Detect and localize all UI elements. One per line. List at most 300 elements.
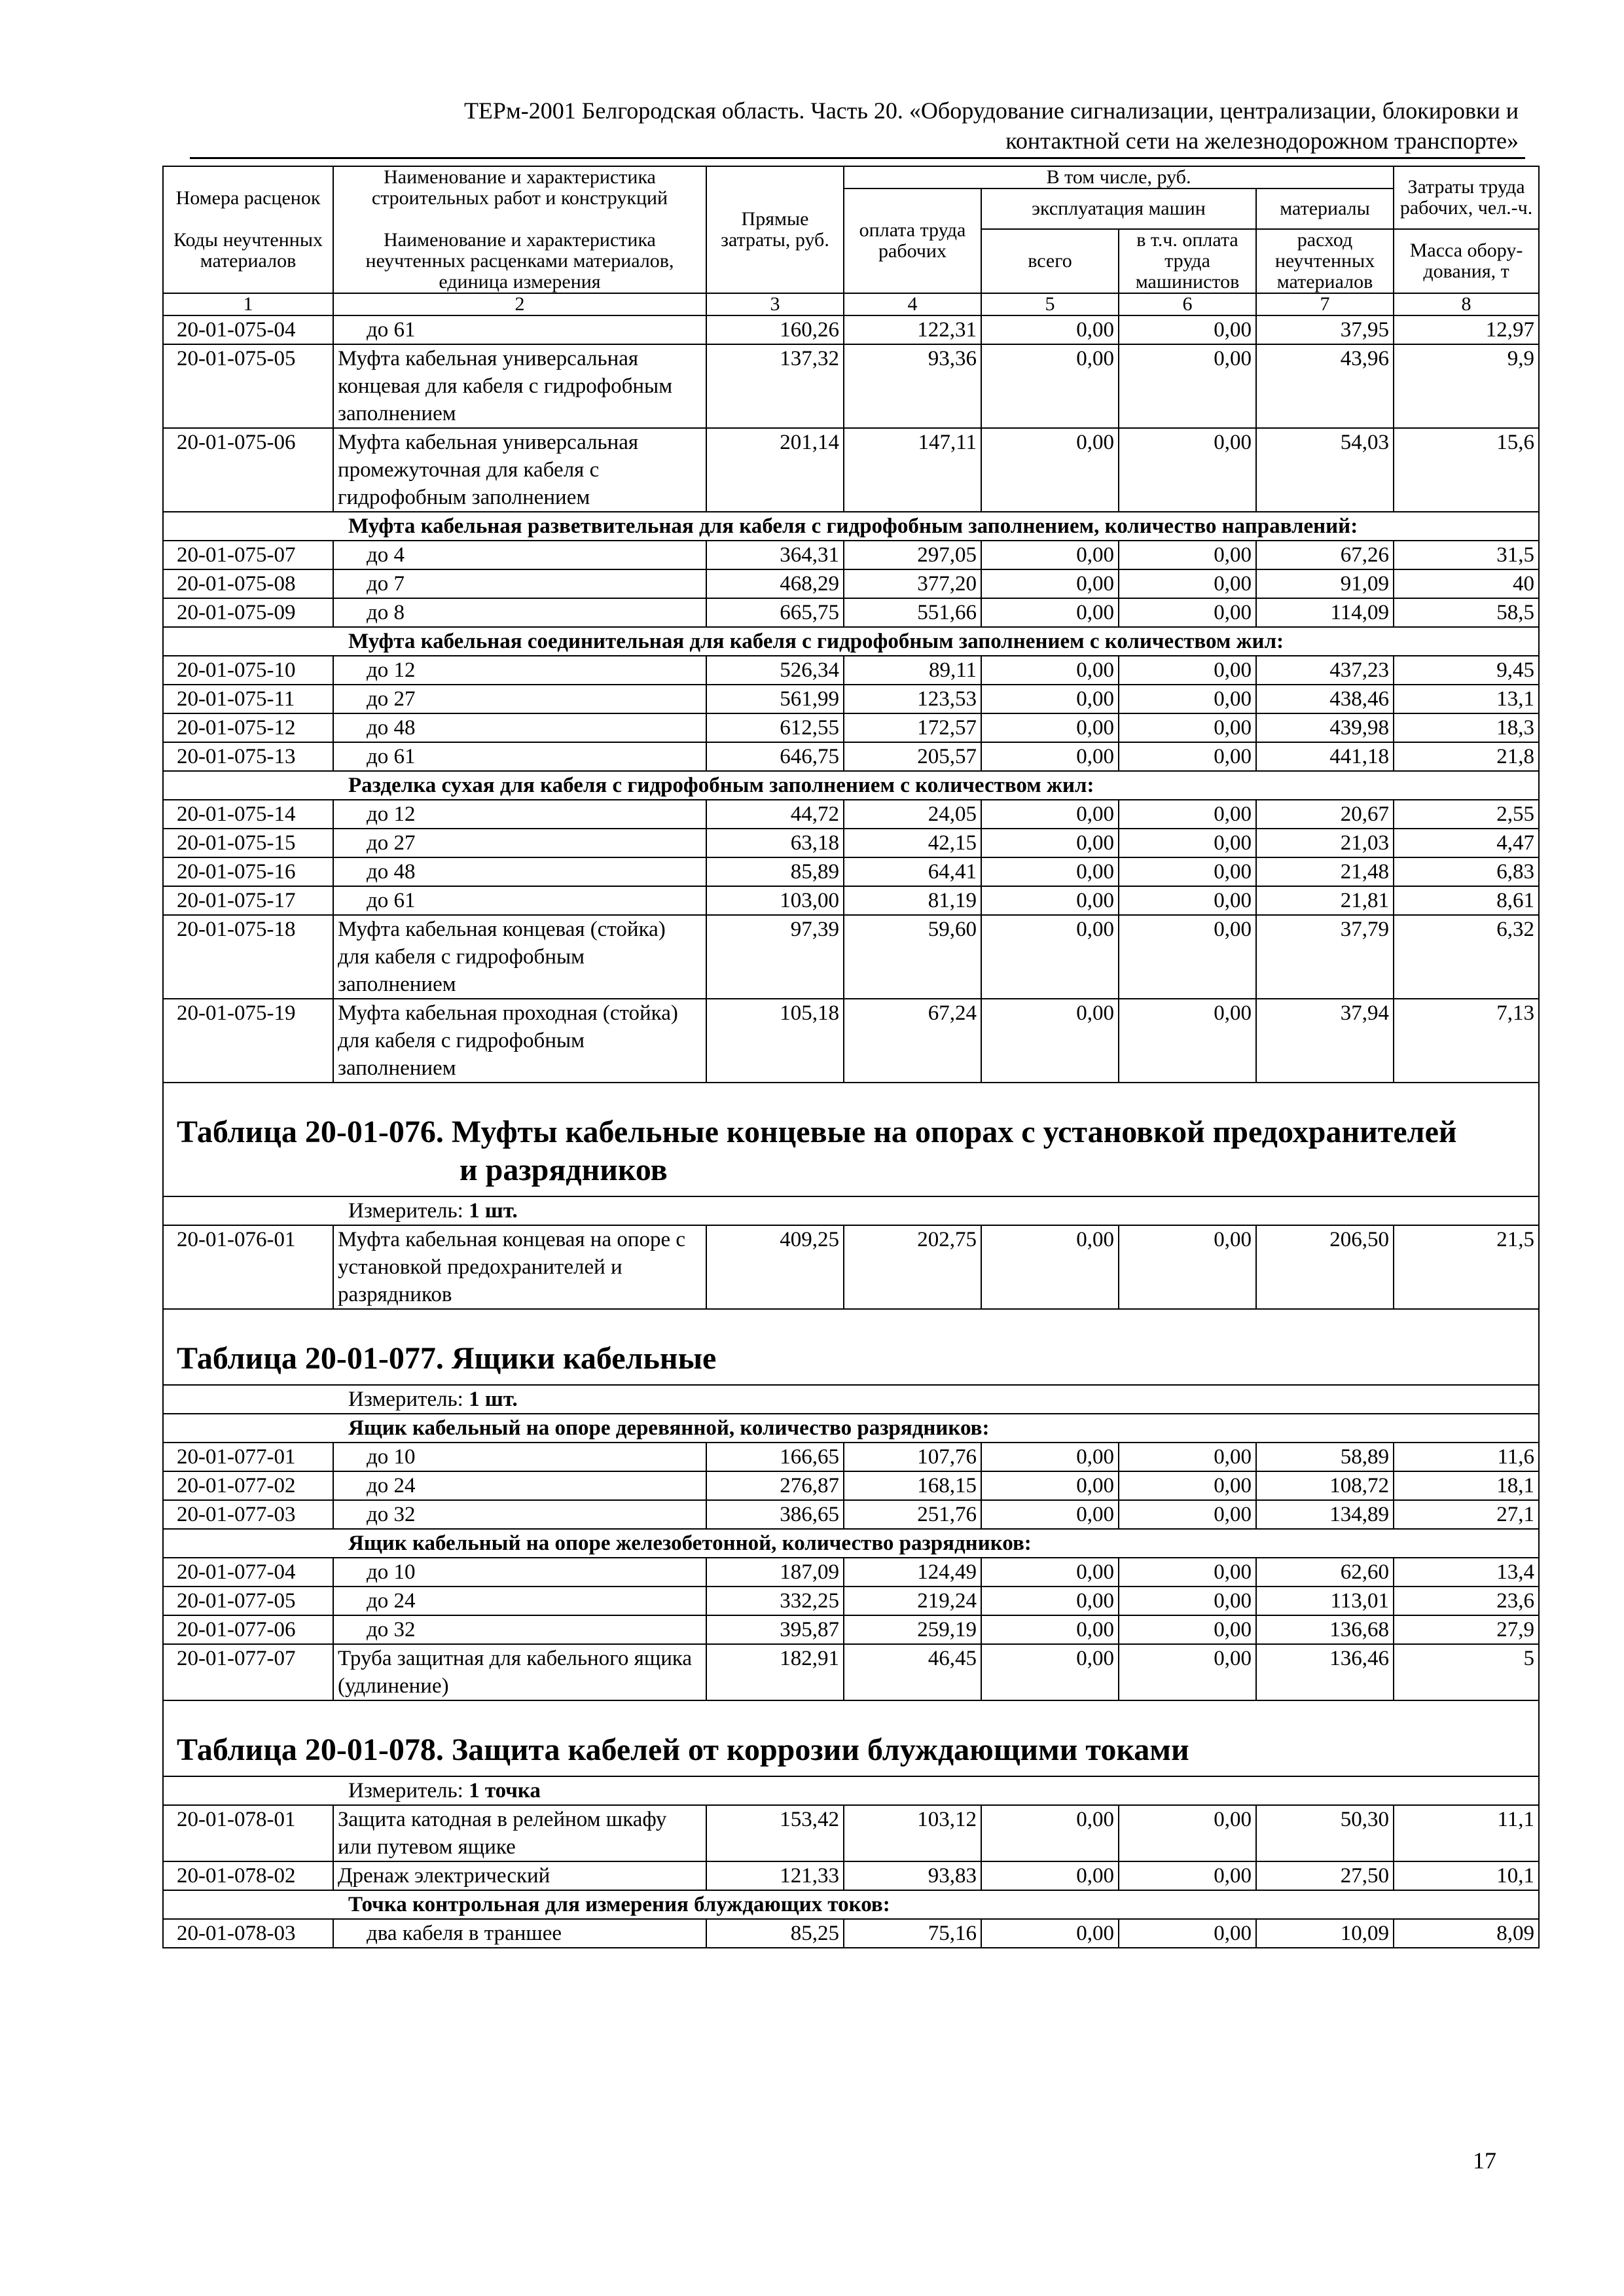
rate-code: 20-01-075-10 <box>163 656 333 685</box>
group-heading-row <box>163 1890 1539 1919</box>
machine-total: 0,00 <box>981 315 1119 344</box>
direct-cost: 137,32 <box>706 344 844 428</box>
table-row <box>163 569 1539 598</box>
machinist-pay: 0,00 <box>1119 1471 1256 1500</box>
measure-row <box>163 1385 1539 1414</box>
measure-label: Измеритель: <box>348 1388 463 1411</box>
labor-hours: 15,6 <box>1394 428 1539 512</box>
machinist-pay: 0,00 <box>1119 1443 1256 1471</box>
machinist-pay: 0,00 <box>1119 1587 1256 1615</box>
group-heading: Муфта кабельная разветвительная для кабеля с гидрофобным заполнением, количество направлений: <box>163 512 1539 541</box>
rate-code: 20-01-077-03 <box>163 1500 333 1529</box>
material-cost: 67,26 <box>1256 541 1394 569</box>
labor-pay: 168,15 <box>844 1471 981 1500</box>
col-num: 7 <box>1256 293 1394 315</box>
table-row <box>163 656 1539 685</box>
labor-hours: 5 <box>1394 1644 1539 1700</box>
labor-hours: 7,13 <box>1394 999 1539 1083</box>
labor-pay: 219,24 <box>844 1587 981 1615</box>
machinist-pay: 0,00 <box>1119 656 1256 685</box>
labor-hours: 12,97 <box>1394 315 1539 344</box>
work-name: Дренаж электрический <box>333 1861 706 1890</box>
material-cost: 91,09 <box>1256 569 1394 598</box>
rate-code: 20-01-075-19 <box>163 999 333 1083</box>
labor-hours: 8,61 <box>1394 886 1539 915</box>
labor-pay: 103,12 <box>844 1805 981 1861</box>
labor-pay: 297,05 <box>844 541 981 569</box>
table-row <box>163 1615 1539 1644</box>
material-cost: 21,48 <box>1256 857 1394 886</box>
machinist-pay: 0,00 <box>1119 1805 1256 1861</box>
table-row <box>163 685 1539 713</box>
group-heading-row <box>163 1529 1539 1558</box>
work-name: до 48 <box>333 857 706 886</box>
labor-pay: 147,11 <box>844 428 981 512</box>
rate-code: 20-01-075-12 <box>163 713 333 742</box>
rate-code: 20-01-077-07 <box>163 1644 333 1700</box>
work-name: Защита катодная в релейном шкафу или путевом ящике <box>333 1805 706 1861</box>
machine-total: 0,00 <box>981 713 1119 742</box>
col-header-6: в т.ч. оплата труда машинистов <box>1119 229 1256 293</box>
machine-total: 0,00 <box>981 742 1119 771</box>
column-number-row <box>163 293 1539 315</box>
labor-hours: 27,9 <box>1394 1615 1539 1644</box>
col-num: 4 <box>844 293 981 315</box>
machinist-pay: 0,00 <box>1119 999 1256 1083</box>
direct-cost: 665,75 <box>706 598 844 627</box>
table-row <box>163 541 1539 569</box>
direct-cost: 364,31 <box>706 541 844 569</box>
rate-code: 20-01-075-13 <box>163 742 333 771</box>
group-heading-row <box>163 771 1539 800</box>
work-name: до 24 <box>333 1587 706 1615</box>
table-row <box>163 713 1539 742</box>
machine-total: 0,00 <box>981 886 1119 915</box>
col-num: 1 <box>163 293 333 315</box>
direct-cost: 561,99 <box>706 685 844 713</box>
labor-pay: 81,19 <box>844 886 981 915</box>
rate-code: 20-01-077-04 <box>163 1558 333 1587</box>
machine-total: 0,00 <box>981 569 1119 598</box>
rate-code: 20-01-075-14 <box>163 800 333 829</box>
table-row <box>163 829 1539 857</box>
table-title-row <box>163 1309 1539 1385</box>
machine-total: 0,00 <box>981 1443 1119 1471</box>
col-header-2a: Наименование и характеристика строительных работ и конструкций <box>371 166 668 209</box>
header-rule <box>190 157 1525 159</box>
machine-total: 0,00 <box>981 857 1119 886</box>
spacer <box>338 209 702 230</box>
labor-hours: 21,5 <box>1394 1225 1539 1309</box>
table-title: Таблица 20-01-078. Защита кабелей от коррозии блуждающими токами <box>163 1700 1539 1776</box>
machine-total: 0,00 <box>981 1558 1119 1587</box>
page-number: 17 <box>1473 2147 1496 2174</box>
machinist-pay: 0,00 <box>1119 428 1256 512</box>
col-header-3: Прямые затраты, руб. <box>706 166 844 293</box>
direct-cost: 85,89 <box>706 857 844 886</box>
group-heading: Ящик кабельный на опоре деревянной, количество разрядников: <box>163 1414 1539 1443</box>
work-name: до 61 <box>333 315 706 344</box>
table-row <box>163 598 1539 627</box>
labor-pay: 259,19 <box>844 1615 981 1644</box>
machine-total: 0,00 <box>981 1861 1119 1890</box>
measure-value: 1 шт. <box>469 1388 518 1411</box>
labor-hours: 10,1 <box>1394 1861 1539 1890</box>
labor-pay: 205,57 <box>844 742 981 771</box>
direct-cost: 97,39 <box>706 915 844 999</box>
col-header-2 <box>333 166 706 293</box>
group-heading: Ящик кабельный на опоре железобетонной, количество разрядников: <box>163 1529 1539 1558</box>
work-name: до 8 <box>333 598 706 627</box>
machinist-pay: 0,00 <box>1119 315 1256 344</box>
col-header-incl: В том числе, руб. <box>844 166 1394 188</box>
direct-cost: 166,65 <box>706 1443 844 1471</box>
material-cost: 108,72 <box>1256 1471 1394 1500</box>
labor-pay: 551,66 <box>844 598 981 627</box>
machinist-pay: 0,00 <box>1119 829 1256 857</box>
machinist-pay: 0,00 <box>1119 344 1256 428</box>
material-cost: 62,60 <box>1256 1558 1394 1587</box>
table-row <box>163 1644 1539 1700</box>
material-cost: 58,89 <box>1256 1443 1394 1471</box>
running-header-line-2: контактной сети на железнодорожном транспорте» <box>1005 128 1519 154</box>
col-header-1b: Коды неучтенных материалов <box>173 229 323 272</box>
machinist-pay: 0,00 <box>1119 1919 1256 1948</box>
machine-total: 0,00 <box>981 541 1119 569</box>
labor-pay: 172,57 <box>844 713 981 742</box>
table-row <box>163 915 1539 999</box>
labor-hours: 11,1 <box>1394 1805 1539 1861</box>
labor-pay: 67,24 <box>844 999 981 1083</box>
material-cost: 37,94 <box>1256 999 1394 1083</box>
machinist-pay: 0,00 <box>1119 713 1256 742</box>
labor-pay: 124,49 <box>844 1558 981 1587</box>
work-name: до 27 <box>333 829 706 857</box>
material-cost: 10,09 <box>1256 1919 1394 1948</box>
work-name: Муфта кабельная универсальная концевая для кабеля с гидрофобным заполнением <box>333 344 706 428</box>
work-name: до 61 <box>333 742 706 771</box>
col-header-1 <box>163 166 333 293</box>
col-header-8b: Масса обору-дования, т <box>1394 229 1539 293</box>
table-row <box>163 315 1539 344</box>
col-header-4: оплата труда рабочих <box>844 188 981 293</box>
machinist-pay: 0,00 <box>1119 569 1256 598</box>
machinist-pay: 0,00 <box>1119 1615 1256 1644</box>
direct-cost: 386,65 <box>706 1500 844 1529</box>
machine-total: 0,00 <box>981 915 1119 999</box>
labor-pay: 42,15 <box>844 829 981 857</box>
table-row <box>163 999 1539 1083</box>
work-name: Труба защитная для кабельного ящика (удлинение) <box>333 1644 706 1700</box>
table-title: Таблица 20-01-077. Ящики кабельные <box>163 1309 1539 1385</box>
table-row <box>163 1558 1539 1587</box>
machinist-pay: 0,00 <box>1119 1558 1256 1587</box>
machine-total: 0,00 <box>981 1225 1119 1309</box>
labor-pay: 93,83 <box>844 1861 981 1890</box>
table-row <box>163 428 1539 512</box>
table-title-row <box>163 1083 1539 1196</box>
direct-cost: 153,42 <box>706 1805 844 1861</box>
rate-code: 20-01-077-06 <box>163 1615 333 1644</box>
direct-cost: 276,87 <box>706 1471 844 1500</box>
labor-hours: 27,1 <box>1394 1500 1539 1529</box>
rate-code: 20-01-078-02 <box>163 1861 333 1890</box>
measure-unit <box>163 1776 1539 1805</box>
labor-pay: 251,76 <box>844 1500 981 1529</box>
table-row <box>163 344 1539 428</box>
rate-code: 20-01-075-09 <box>163 598 333 627</box>
table-row <box>163 800 1539 829</box>
direct-cost: 646,75 <box>706 742 844 771</box>
machinist-pay: 0,00 <box>1119 1500 1256 1529</box>
direct-cost: 187,09 <box>706 1558 844 1587</box>
direct-cost: 85,25 <box>706 1919 844 1948</box>
direct-cost: 121,33 <box>706 1861 844 1890</box>
labor-hours: 58,5 <box>1394 598 1539 627</box>
direct-cost: 468,29 <box>706 569 844 598</box>
direct-cost: 395,87 <box>706 1615 844 1644</box>
direct-cost: 526,34 <box>706 656 844 685</box>
measure-unit <box>163 1385 1539 1414</box>
machine-total: 0,00 <box>981 598 1119 627</box>
material-cost: 27,50 <box>1256 1861 1394 1890</box>
direct-cost: 103,00 <box>706 886 844 915</box>
rate-code: 20-01-075-04 <box>163 315 333 344</box>
machinist-pay: 0,00 <box>1119 1225 1256 1309</box>
labor-hours: 8,09 <box>1394 1919 1539 1948</box>
col-header-mach: эксплуатация машин <box>981 188 1256 229</box>
material-cost: 37,95 <box>1256 315 1394 344</box>
rate-code: 20-01-077-01 <box>163 1443 333 1471</box>
machine-total: 0,00 <box>981 1615 1119 1644</box>
labor-pay: 377,20 <box>844 569 981 598</box>
table-title-row <box>163 1700 1539 1776</box>
rate-code: 20-01-075-11 <box>163 685 333 713</box>
labor-hours: 18,1 <box>1394 1471 1539 1500</box>
group-heading: Муфта кабельная соединительная для кабеля с гидрофобным заполнением с количеством жил: <box>163 627 1539 656</box>
group-heading-row <box>163 512 1539 541</box>
machine-total: 0,00 <box>981 1919 1119 1948</box>
machinist-pay: 0,00 <box>1119 541 1256 569</box>
table-title-line-2: и разрядников <box>460 1153 668 1187</box>
table-row <box>163 1919 1539 1948</box>
col-num: 8 <box>1394 293 1539 315</box>
machine-total: 0,00 <box>981 829 1119 857</box>
direct-cost: 201,14 <box>706 428 844 512</box>
material-cost: 437,23 <box>1256 656 1394 685</box>
work-name: до 27 <box>333 685 706 713</box>
direct-cost: 44,72 <box>706 800 844 829</box>
work-name: два кабеля в траншее <box>333 1919 706 1948</box>
labor-hours: 6,32 <box>1394 915 1539 999</box>
col-num: 6 <box>1119 293 1256 315</box>
labor-hours: 9,9 <box>1394 344 1539 428</box>
labor-pay: 123,53 <box>844 685 981 713</box>
work-name: до 10 <box>333 1558 706 1587</box>
machinist-pay: 0,00 <box>1119 1861 1256 1890</box>
rate-code: 20-01-075-05 <box>163 344 333 428</box>
machinist-pay: 0,00 <box>1119 886 1256 915</box>
rate-code: 20-01-075-16 <box>163 857 333 886</box>
group-heading: Разделка сухая для кабеля с гидрофобным заполнением с количеством жил: <box>163 771 1539 800</box>
rate-code: 20-01-075-07 <box>163 541 333 569</box>
material-cost: 114,09 <box>1256 598 1394 627</box>
machine-total: 0,00 <box>981 1805 1119 1861</box>
table-row <box>163 1225 1539 1309</box>
labor-pay: 24,05 <box>844 800 981 829</box>
work-name: до 7 <box>333 569 706 598</box>
table-row <box>163 1587 1539 1615</box>
material-cost: 136,68 <box>1256 1615 1394 1644</box>
rate-code: 20-01-075-06 <box>163 428 333 512</box>
col-header-5: всего <box>981 229 1119 293</box>
material-cost: 438,46 <box>1256 685 1394 713</box>
header-row-1 <box>163 166 1539 188</box>
material-cost: 50,30 <box>1256 1805 1394 1861</box>
price-table-body <box>163 166 1539 1948</box>
work-name: до 10 <box>333 1443 706 1471</box>
material-cost: 21,81 <box>1256 886 1394 915</box>
measure-label: Измеритель: <box>348 1199 463 1223</box>
work-name: Муфта кабельная концевая (стойка) для кабеля с гидрофобным заполнением <box>333 915 706 999</box>
group-heading: Точка контрольная для измерения блуждающих токов: <box>163 1890 1539 1919</box>
machine-total: 0,00 <box>981 800 1119 829</box>
material-cost: 134,89 <box>1256 1500 1394 1529</box>
machinist-pay: 0,00 <box>1119 800 1256 829</box>
direct-cost: 63,18 <box>706 829 844 857</box>
material-cost: 43,96 <box>1256 344 1394 428</box>
table-row <box>163 1471 1539 1500</box>
measure-value: 1 точка <box>469 1779 541 1803</box>
work-name: до 12 <box>333 800 706 829</box>
col-num: 3 <box>706 293 844 315</box>
measure-row <box>163 1776 1539 1805</box>
spacer <box>168 209 329 230</box>
labor-pay: 202,75 <box>844 1225 981 1309</box>
material-cost: 136,46 <box>1256 1644 1394 1700</box>
labor-hours: 40 <box>1394 569 1539 598</box>
material-cost: 441,18 <box>1256 742 1394 771</box>
labor-pay: 89,11 <box>844 656 981 685</box>
labor-hours: 13,4 <box>1394 1558 1539 1587</box>
group-heading-row <box>163 627 1539 656</box>
col-num: 5 <box>981 293 1119 315</box>
material-cost: 21,03 <box>1256 829 1394 857</box>
labor-pay: 122,31 <box>844 315 981 344</box>
labor-hours: 23,6 <box>1394 1587 1539 1615</box>
labor-hours: 31,5 <box>1394 541 1539 569</box>
rate-code: 20-01-075-15 <box>163 829 333 857</box>
measure-unit <box>163 1196 1539 1225</box>
work-name: до 48 <box>333 713 706 742</box>
work-name: до 61 <box>333 886 706 915</box>
machine-total: 0,00 <box>981 344 1119 428</box>
material-cost: 37,79 <box>1256 915 1394 999</box>
labor-hours: 6,83 <box>1394 857 1539 886</box>
machine-total: 0,00 <box>981 999 1119 1083</box>
machinist-pay: 0,00 <box>1119 685 1256 713</box>
direct-cost: 182,91 <box>706 1644 844 1700</box>
rate-code: 20-01-075-08 <box>163 569 333 598</box>
labor-hours: 18,3 <box>1394 713 1539 742</box>
work-name: Муфта кабельная универсальная промежуточная для кабеля с гидрофобным заполнением <box>333 428 706 512</box>
table-title-line-1: Таблица 20-01-076. Муфты кабельные концевые на опорах с установкой предохранителей <box>177 1115 1457 1149</box>
machine-total: 0,00 <box>981 1500 1119 1529</box>
direct-cost: 409,25 <box>706 1225 844 1309</box>
table-title <box>163 1083 1539 1196</box>
col-header-2b: Наименование и характеристика неучтенных расценками материалов, единица измерения <box>365 229 674 293</box>
direct-cost: 105,18 <box>706 999 844 1083</box>
measure-row <box>163 1196 1539 1225</box>
rate-code: 20-01-078-01 <box>163 1805 333 1861</box>
direct-cost: 332,25 <box>706 1587 844 1615</box>
table-row <box>163 857 1539 886</box>
col-header-1a: Номера расценок <box>175 187 321 209</box>
work-name: до 32 <box>333 1615 706 1644</box>
rate-code: 20-01-075-17 <box>163 886 333 915</box>
col-header-7: расход неучтенных материалов <box>1256 229 1394 293</box>
table-row <box>163 742 1539 771</box>
work-name: до 32 <box>333 1500 706 1529</box>
machinist-pay: 0,00 <box>1119 598 1256 627</box>
table-row <box>163 1443 1539 1471</box>
material-cost: 113,01 <box>1256 1587 1394 1615</box>
work-name: до 24 <box>333 1471 706 1500</box>
machinist-pay: 0,00 <box>1119 742 1256 771</box>
direct-cost: 160,26 <box>706 315 844 344</box>
col-num: 2 <box>333 293 706 315</box>
measure-label: Измеритель: <box>348 1779 463 1803</box>
rate-code: 20-01-077-02 <box>163 1471 333 1500</box>
machinist-pay: 0,00 <box>1119 1644 1256 1700</box>
material-cost: 206,50 <box>1256 1225 1394 1309</box>
labor-pay: 59,60 <box>844 915 981 999</box>
table-row <box>163 1805 1539 1861</box>
labor-hours: 13,1 <box>1394 685 1539 713</box>
labor-hours: 11,6 <box>1394 1443 1539 1471</box>
col-header-matgrp: материалы <box>1256 188 1394 229</box>
material-cost: 20,67 <box>1256 800 1394 829</box>
rate-code: 20-01-077-05 <box>163 1587 333 1615</box>
labor-hours: 4,47 <box>1394 829 1539 857</box>
labor-hours: 9,45 <box>1394 656 1539 685</box>
running-header <box>196 96 1519 156</box>
measure-value: 1 шт. <box>469 1199 518 1223</box>
machinist-pay: 0,00 <box>1119 915 1256 999</box>
labor-pay: 107,76 <box>844 1443 981 1471</box>
labor-pay: 93,36 <box>844 344 981 428</box>
machine-total: 0,00 <box>981 1644 1119 1700</box>
material-cost: 439,98 <box>1256 713 1394 742</box>
table-row <box>163 1861 1539 1890</box>
table-row <box>163 886 1539 915</box>
col-header-8a: Затраты труда рабочих, чел.-ч. <box>1394 166 1539 229</box>
machine-total: 0,00 <box>981 656 1119 685</box>
machine-total: 0,00 <box>981 1587 1119 1615</box>
table-row <box>163 1500 1539 1529</box>
machinist-pay: 0,00 <box>1119 857 1256 886</box>
material-cost: 54,03 <box>1256 428 1394 512</box>
labor-hours: 2,55 <box>1394 800 1539 829</box>
direct-cost: 612,55 <box>706 713 844 742</box>
machine-total: 0,00 <box>981 685 1119 713</box>
rate-code: 20-01-075-18 <box>163 915 333 999</box>
machine-total: 0,00 <box>981 1471 1119 1500</box>
work-name: Муфта кабельная концевая на опоре с установкой предохранителей и разрядников <box>333 1225 706 1309</box>
work-name: Муфта кабельная проходная (стойка) для кабеля с гидрофобным заполнением <box>333 999 706 1083</box>
work-name: до 4 <box>333 541 706 569</box>
labor-pay: 75,16 <box>844 1919 981 1948</box>
